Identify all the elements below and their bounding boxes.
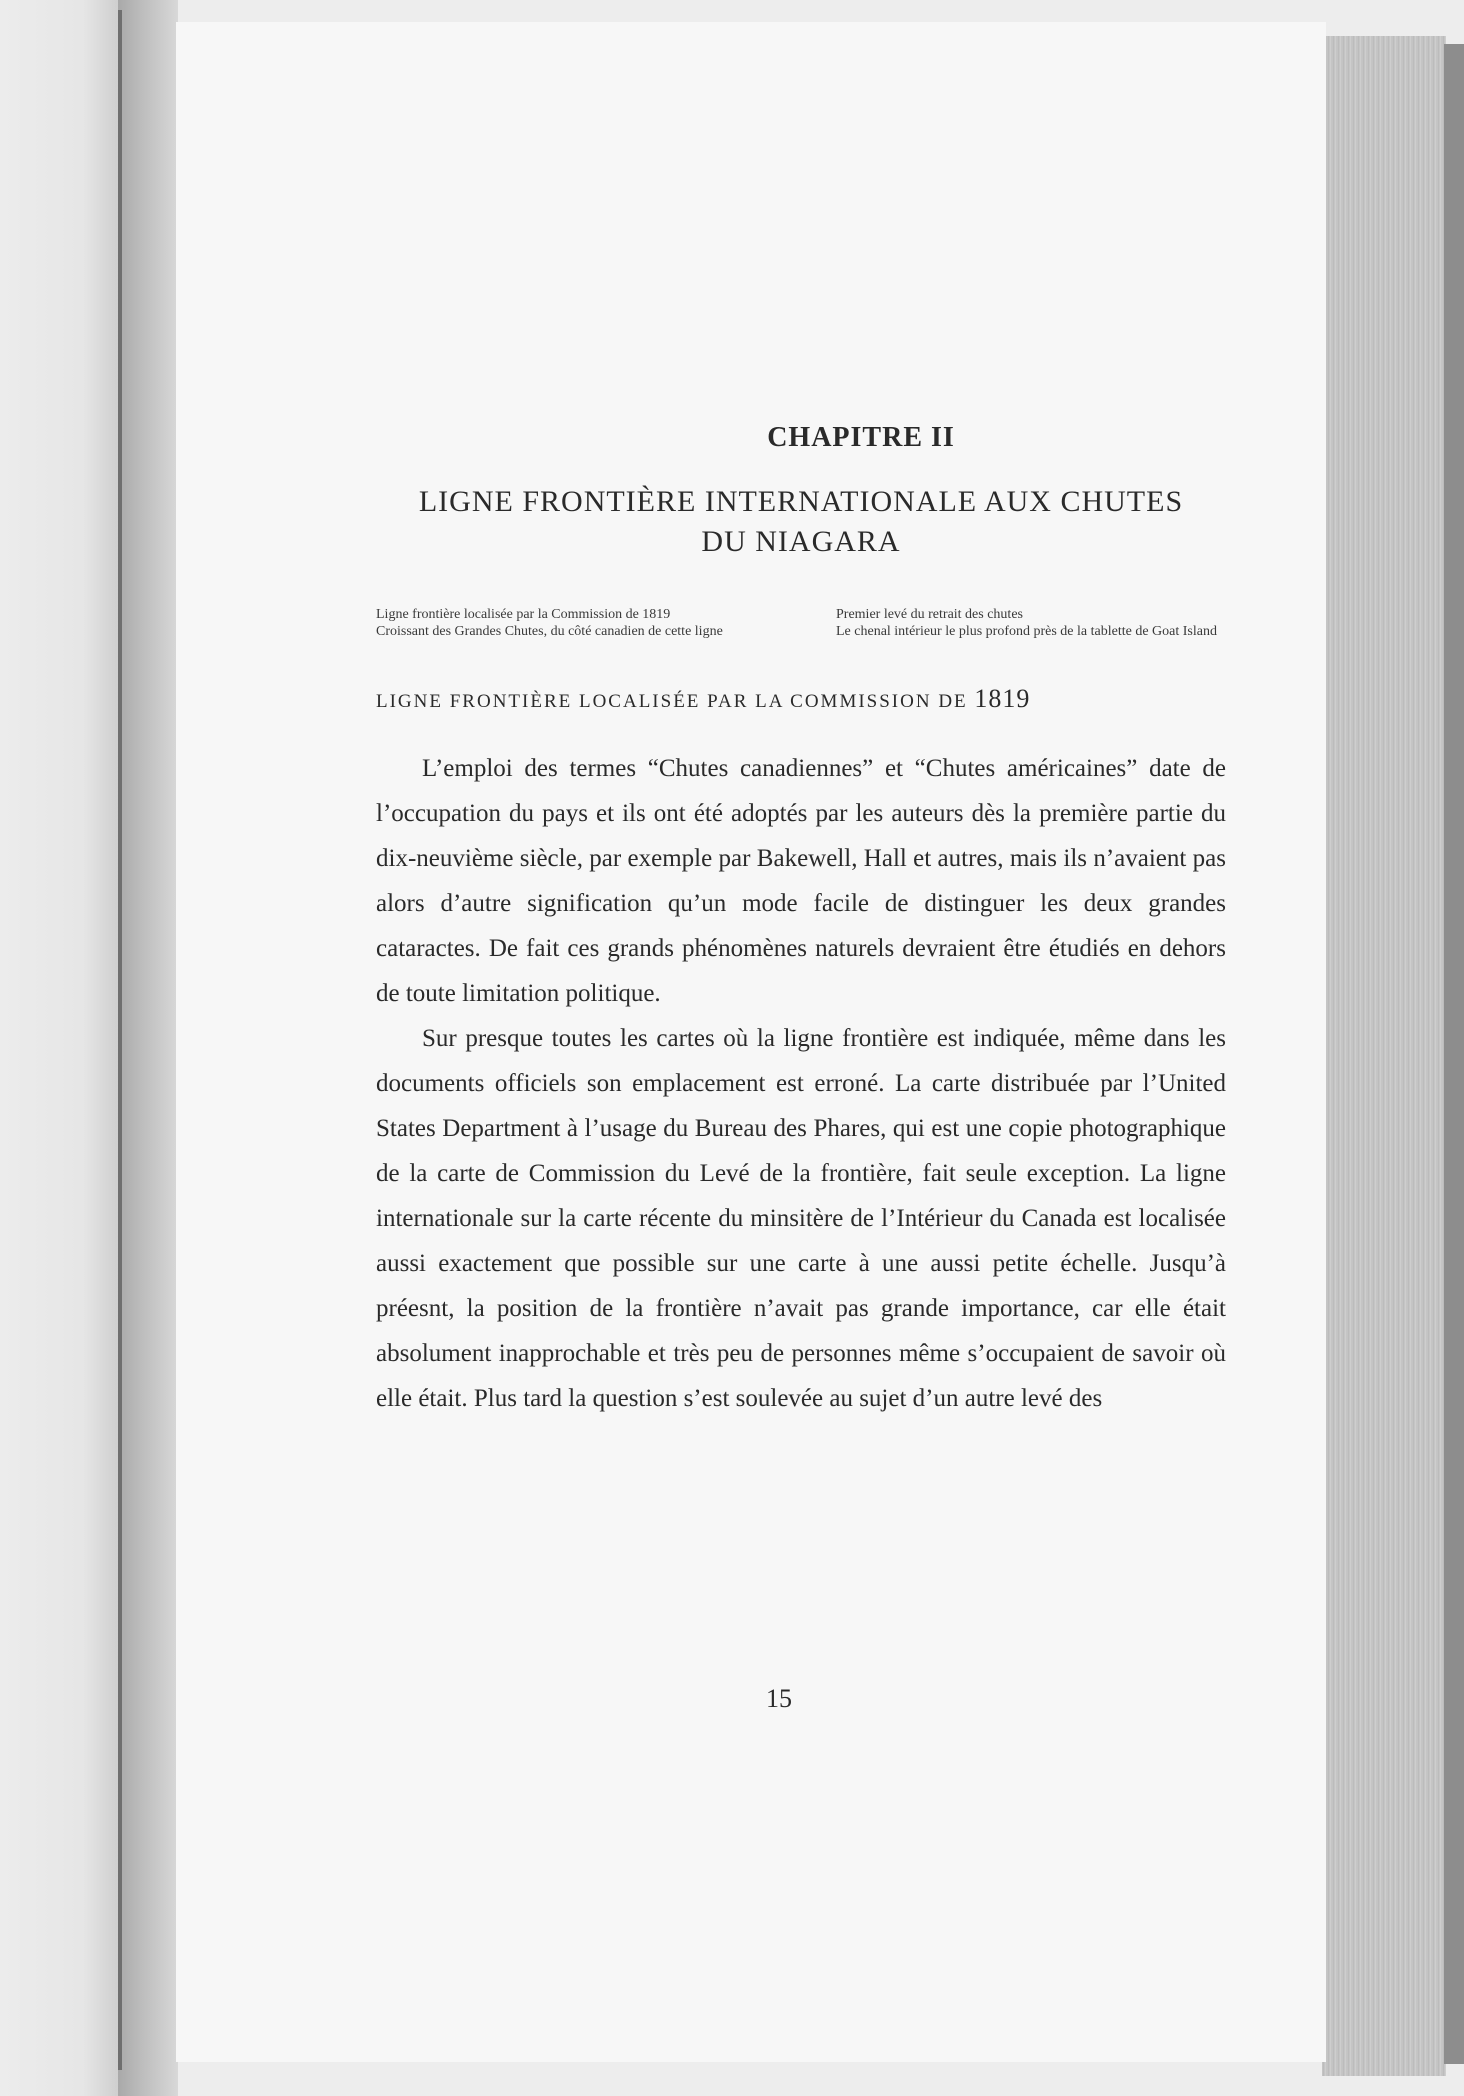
section-heading-year: 1819 — [974, 684, 1031, 713]
book-edge-shadow — [1444, 44, 1464, 2064]
book-gutter — [118, 0, 178, 2096]
summary-left-column — [376, 606, 766, 640]
chapter-title-line-1: LIGNE FRONTIÈRE INTERNATIONALE AUX CHUTES — [418, 485, 1184, 518]
summary-item: Premier levé du retrait des chutes — [836, 607, 1023, 622]
paragraph: Sur presque toutes les cartes où la ligne frontière est indiquée, même dans les documents officiels son emplacement est erroné. La carte distribuée par l’United States Department à l’usage du Bureau des Phares, qui est une copie photographique de la carte de Commission du Levé de la frontière, fait seule exception. La ligne internationale sur la carte récente du minsitère de l’Intérieur du Canada est localisée aussi exactement que possible sur une carte à une aussi petite échelle. Jusqu’à préesnt, la position de la frontière n’avait pas grande importance, car elle était absolument inapprochable et très peu de personnes même s’occupaient de savoir où elle était. Plus tard la question s’est soulevée au sujet d’un autre levé des — [376, 1025, 1226, 1412]
book-page — [176, 22, 1326, 2062]
summary-item: Le chenal intérieur le plus profond près de la tablette de Goat Island — [836, 624, 1217, 639]
summary-right-column — [836, 606, 1226, 640]
body-text — [376, 746, 1226, 1421]
summary-item: Ligne frontière localisée par la Commission de 1819 — [376, 607, 671, 622]
section-heading — [376, 684, 1226, 714]
section-heading-text: LIGNE FRONTIÈRE LOCALISÉE PAR LA COMMISSION DE — [376, 691, 968, 712]
chapter-title-line-2: DU NIAGARA — [701, 525, 901, 558]
gutter-shadow-line — [118, 10, 122, 2070]
chapter-heading: CHAPITRE II — [767, 422, 955, 453]
page-stack-edges — [1322, 36, 1446, 2076]
paragraph: L’emploi des termes “Chutes canadiennes” et “Chutes américaines” date de l’occupation du pays et ils ont été adoptés par les auteurs dès la première partie du dix-neuvième siècle, par exemple par Bakewell, Hall et autres, mais ils n’avaient pas alors d’autre signification qu’un mode facile de distinguer les deux grandes cataractes. De fait ces grands phénomènes naturels devraient être étudiés en dehors de toute limitation politique. — [376, 755, 1226, 1007]
chapter-summary — [376, 606, 1226, 640]
page-content — [376, 422, 1226, 1421]
left-page-edge — [0, 0, 118, 2096]
summary-item: Croissant des Grandes Chutes, du côté canadien de cette ligne — [376, 624, 723, 639]
page-number: 15 — [766, 1684, 792, 1713]
chapter-title — [376, 482, 1226, 562]
